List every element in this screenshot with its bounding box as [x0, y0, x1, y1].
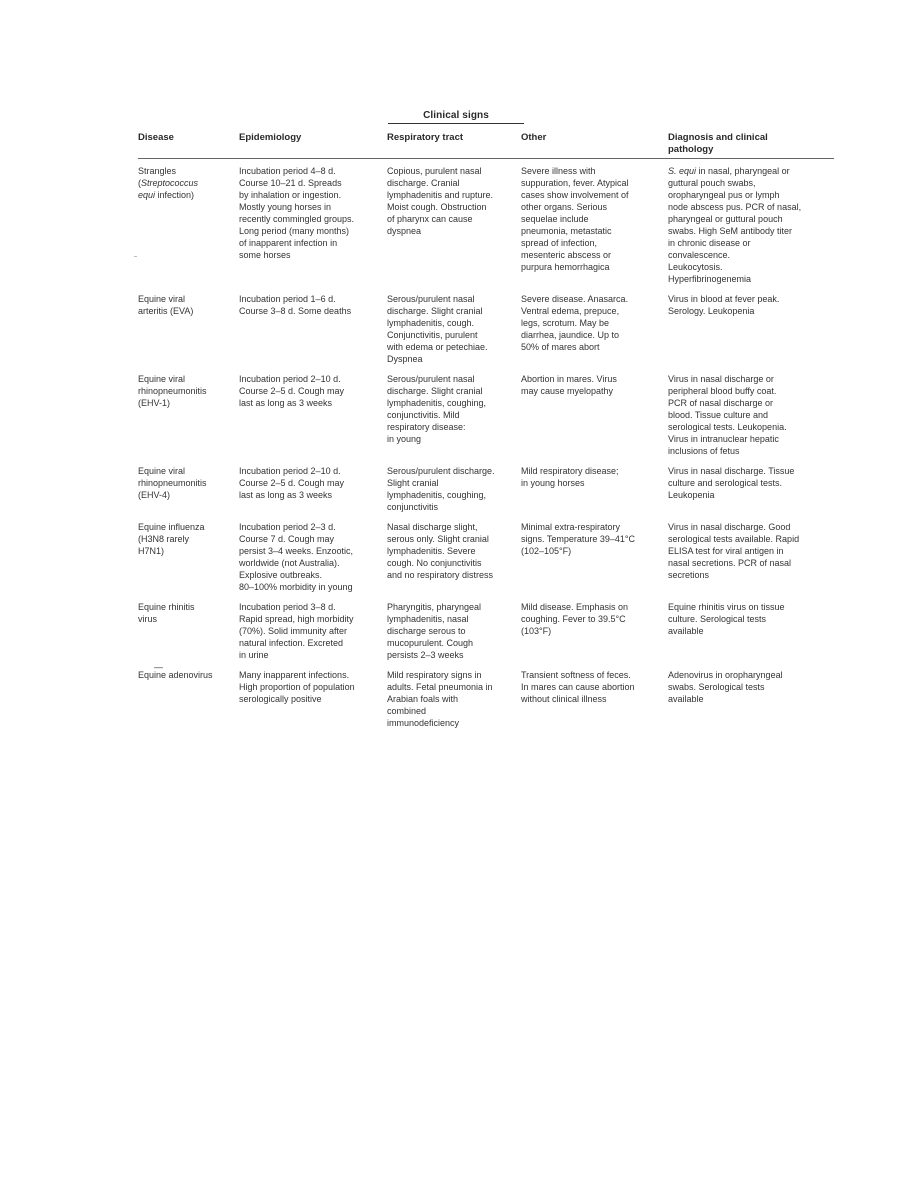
stray-speck	[134, 256, 137, 257]
cell-diagnosis: Virus in blood at fever peak. Serology. Leukopenia	[668, 294, 780, 316]
cell-other: Severe illness with suppuration, fever. Atypical cases show involvement of other organs. Serious sequelae include pneumonia, metastatic spread of infection, mesenteric abscess or purpura hemorrhagica	[521, 166, 629, 272]
cell-respiratory: Nasal discharge slight, serous only. Slight cranial lymphadenitis. Severe cough. No conjunctivitis and no respiratory distress	[387, 522, 494, 580]
table-row	[138, 597, 834, 665]
header-respiratory-tract: Respiratory tract	[387, 132, 464, 143]
cell-disease: Equine rhinitis virus	[138, 602, 195, 624]
cell-disease: Equine influenza (H3N8 rarely H7N1)	[138, 522, 205, 556]
header-epidemiology: Epidemiology	[239, 132, 302, 143]
cell-diagnosis: S. equi in nasal, pharyngeal or guttural pouch swabs, oropharyngeal pus or lymph node abscess pus. PCR of nasal, pharyngeal or guttural pouch swabs. High SeM antibody titer in chronic disease or convalescence. Leukocytosis. Hyperfibrinogenemia	[668, 166, 802, 284]
cell-other: Transient softness of feces. In mares can cause abortion without clinical illness	[521, 670, 635, 704]
header-other: Other	[521, 132, 547, 143]
cell-disease: Equine viral rhinopneumonitis (EHV-1)	[138, 374, 207, 408]
table-super-header	[138, 110, 834, 128]
cell-epidemiology: Incubation period 2–10 d. Course 2–5 d. Cough may last as long as 3 weeks	[239, 374, 345, 408]
cell-other: Abortion in mares. Virus may cause myelopathy	[521, 374, 617, 396]
cell-diagnosis: Virus in nasal discharge. Tissue culture and serological tests. Leukopenia	[668, 466, 795, 500]
cell-diagnosis: Equine rhinitis virus on tissue culture. Serological tests available	[668, 602, 785, 636]
cell-respiratory: Mild respiratory signs in adults. Fetal pneumonia in Arabian foals with combined immunodeficiency	[387, 670, 493, 728]
cell-respiratory: Copious, purulent nasal discharge. Cranial lymphadenitis and rupture. Moist cough. Obstruction of pharynx can cause dyspnea	[387, 166, 494, 236]
cell-other: Mild disease. Emphasis on coughing. Fever to 39.5°C (103°F)	[521, 602, 629, 636]
cell-disease: Equine viral rhinopneumonitis (EHV-4)	[138, 466, 207, 500]
cell-respiratory: Serous/purulent nasal discharge. Slight cranial lymphadenitis, cough. Conjunctivitis, purulent with edema or petechiae. Dyspnea	[387, 294, 488, 364]
cell-epidemiology: Many inapparent infections. High proportion of population serologically positive	[239, 670, 355, 704]
cell-epidemiology: Incubation period 1–6 d. Course 3–8 d. Some deaths	[239, 294, 352, 316]
table-row	[138, 665, 834, 733]
cell-diagnosis: Virus in nasal discharge. Good serological tests available. Rapid ELISA test for viral antigen in nasal secretions. PCR of nasal secretions	[668, 522, 800, 580]
cell-respiratory: Serous/purulent discharge. Slight cranial lymphadenitis, coughing, conjunctivitis	[387, 466, 495, 512]
cell-disease: Strangles (Streptococcus equi infection)	[138, 166, 199, 200]
cell-epidemiology: Incubation period 3–8 d. Rapid spread, high morbidity (70%). Solid immunity after natural infection. Excreted in urine	[239, 602, 354, 660]
disease-table	[138, 132, 834, 733]
header-disease: Disease	[138, 132, 174, 143]
table-row	[138, 369, 834, 461]
stray-dash-mark: —	[154, 662, 163, 672]
cell-epidemiology: Incubation period 2–10 d. Course 2–5 d. Cough may last as long as 3 weeks	[239, 466, 345, 500]
cell-other: Severe disease. Anasarca. Ventral edema, prepuce, legs, scrotum. May be diarrhea, jaundice. Up to 50% of mares abort	[521, 294, 629, 352]
header-diagnosis: Diagnosis and clinical pathology	[668, 132, 768, 155]
cell-diagnosis: Virus in nasal discharge or peripheral blood buffy coat. PCR of nasal discharge or blood. Tissue culture and serological tests. Leukopenia. Virus in intranuclear hepatic inclusions of fetus	[668, 374, 787, 456]
table-row	[138, 159, 834, 290]
cell-epidemiology: Incubation period 2–3 d. Course 7 d. Cough may persist 3–4 weeks. Enzootic, worldwide (not Australia). Explosive outbreaks. 80–100% morbidity in young	[239, 522, 354, 592]
table-row	[138, 517, 834, 597]
table-row	[138, 289, 834, 369]
table-row	[138, 461, 834, 517]
table-header-row	[138, 132, 834, 159]
clinical-signs-header: Clinical signs	[388, 110, 524, 124]
disease-table-container	[138, 110, 834, 733]
cell-disease: Equine adenovirus	[138, 670, 213, 680]
cell-disease: Equine viral arteritis (EVA)	[138, 294, 194, 316]
cell-other: Mild respiratory disease; in young horses	[521, 466, 619, 488]
cell-respiratory: Pharyngitis, pharyngeal lymphadenitis, nasal discharge serous to mucopurulent. Cough persists 2–3 weeks	[387, 602, 482, 660]
cell-respiratory: Serous/purulent nasal discharge. Slight cranial lymphadenitis, coughing, conjunctivitis. Mild respiratory disease: in young	[387, 374, 487, 444]
cell-diagnosis: Adenovirus in oropharyngeal swabs. Serological tests available	[668, 670, 783, 704]
cell-other: Minimal extra-respiratory signs. Temperature 39–41°C (102–105°F)	[521, 522, 635, 556]
cell-epidemiology: Incubation period 4–8 d. Course 10–21 d. Spreads by inhalation or ingestion. Mostly young horses in recently commingled groups. Long period (many months) of inapparent infection in some horses	[239, 166, 355, 260]
